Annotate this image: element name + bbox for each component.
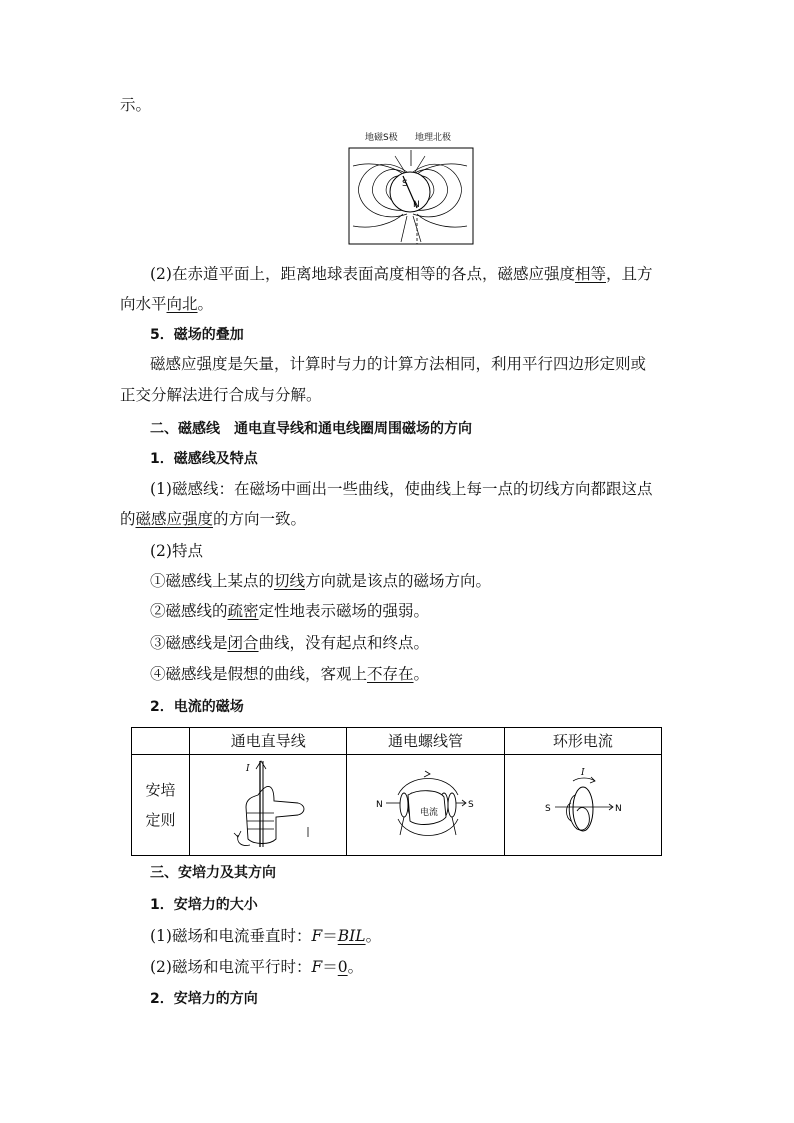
text-segment: 曲线，没有起点和终点。 — [258, 634, 430, 652]
current-i-label: I — [246, 764, 250, 774]
text-segment: ②磁感线的 — [150, 602, 228, 620]
globe-s-label: S — [402, 179, 408, 189]
formula-perpendicular — [150, 925, 381, 947]
text-segment: (1)磁场和电流垂直时： — [150, 927, 312, 945]
table-header-solenoid: 通电螺线管 — [347, 728, 504, 755]
right-hand-straight-wire-illustration — [190, 755, 346, 851]
right-hand-solenoid-illustration — [348, 755, 504, 851]
text-segment: ③磁感线是 — [150, 634, 228, 652]
table-header-ring-current: 环形电流 — [504, 728, 661, 755]
feature-2 — [150, 600, 429, 622]
paragraph-superposition-line1: 磁感应强度是矢量，计算时与力的计算方法相同，利用平行四边形定则或 — [150, 355, 647, 373]
earth-field-lines-diagram — [345, 130, 475, 248]
paragraph-equator-line2 — [120, 293, 213, 315]
text-segment: 。 — [413, 665, 430, 683]
answer-underlined: 向北 — [166, 295, 198, 313]
feature-1 — [150, 570, 491, 592]
answer-underlined: 闭合 — [227, 634, 259, 652]
cell-solenoid — [347, 755, 504, 856]
section-2-heading: 二、磁感线 通电直导线和通电线圈周围磁场的方向 — [150, 421, 472, 437]
right-hand-ring-current-illustration — [505, 755, 661, 851]
paragraph-features: (2)特点 — [150, 542, 203, 560]
heading-superposition: 5．磁场的叠加 — [150, 327, 244, 343]
table-row — [132, 755, 662, 856]
text-segment: 向水平 — [120, 295, 167, 313]
paragraph-superposition-line2: 正交分解法进行合成与分解。 — [120, 386, 322, 404]
heading-ampere-force-magnitude: 1．安培力的大小 — [150, 897, 258, 913]
table-header-straight-wire: 通电直导线 — [190, 728, 347, 755]
equals-sign: ＝ — [322, 958, 338, 976]
text-segment: ，且方 — [605, 265, 653, 283]
formula-parallel — [150, 956, 363, 978]
ring-n-label: N — [614, 804, 622, 814]
row-label-ampere-rule — [132, 755, 190, 856]
paragraph-field-lines-def-line1: (1)磁感线：在磁场中画出一些曲线，使曲线上每一点的切线方向都跟这点 — [150, 480, 653, 498]
answer-underlined: 相等 — [574, 265, 606, 283]
answer-underlined: 不存在 — [367, 665, 414, 683]
heading-ampere-force-direction: 2．安培力的方向 — [150, 991, 258, 1007]
geographic-north-pole-label: 地理北极 — [415, 133, 452, 143]
text-segment: ④磁感线是假想的曲线，客观上 — [150, 665, 368, 683]
text-segment: (2)磁场和电流平行时： — [150, 958, 312, 976]
text-segment: 方向就是该点的磁场方向。 — [305, 572, 492, 590]
heading-current-field: 2．电流的磁场 — [150, 699, 244, 715]
text-segment: 的方向一致。 — [213, 510, 307, 528]
table-header-row — [132, 728, 662, 755]
text-segment: 的 — [120, 510, 136, 528]
force-variable: F — [311, 927, 323, 945]
answer-underlined: 疏密 — [227, 602, 259, 620]
current-label: 电流 — [419, 808, 438, 818]
text-segment: ①磁感线上某点的 — [150, 572, 275, 590]
solenoid-n-label: N — [375, 800, 383, 810]
text-segment: 。 — [365, 927, 382, 945]
feature-3 — [150, 632, 429, 654]
row-label-line1: 安培 — [145, 781, 176, 799]
section-3-heading: 三、安培力及其方向 — [150, 865, 276, 881]
feature-4 — [150, 663, 429, 685]
paragraph-field-lines-def-line2 — [120, 508, 306, 530]
answer-underlined: 切线 — [274, 572, 306, 590]
globe-n-label: N — [413, 200, 420, 210]
table-header-empty — [132, 728, 190, 755]
ring-s-label: S — [544, 804, 551, 814]
answer-underlined: BIL — [337, 927, 366, 945]
earth-magnetic-field-figure — [345, 130, 475, 248]
heading-field-lines: 1．磁感线及特点 — [150, 451, 258, 467]
answer-underlined: 0 — [337, 958, 348, 976]
cell-ring-current — [504, 755, 661, 856]
text-segment: 定性地表示磁场的强弱。 — [258, 602, 430, 620]
cell-straight-wire — [190, 755, 347, 856]
ring-current-i-label: I — [580, 768, 585, 778]
solenoid-s-label: S — [467, 800, 474, 810]
row-label-line2: 定则 — [145, 811, 176, 829]
answer-underlined: 磁感应强度 — [135, 510, 214, 528]
ampere-rule-table — [131, 727, 662, 856]
paragraph-equator-line1 — [150, 263, 653, 285]
equals-sign: ＝ — [322, 927, 338, 945]
geomagnetic-s-pole-label: 地磁S极 — [365, 133, 398, 143]
force-variable: F — [311, 958, 323, 976]
text-segment: 。 — [347, 958, 364, 976]
paragraph-tail: 示。 — [120, 96, 152, 114]
text-segment: 。 — [197, 295, 214, 313]
text-segment: (2)在赤道平面上，距离地球表面高度相等的各点，磁感应强度 — [150, 265, 575, 283]
